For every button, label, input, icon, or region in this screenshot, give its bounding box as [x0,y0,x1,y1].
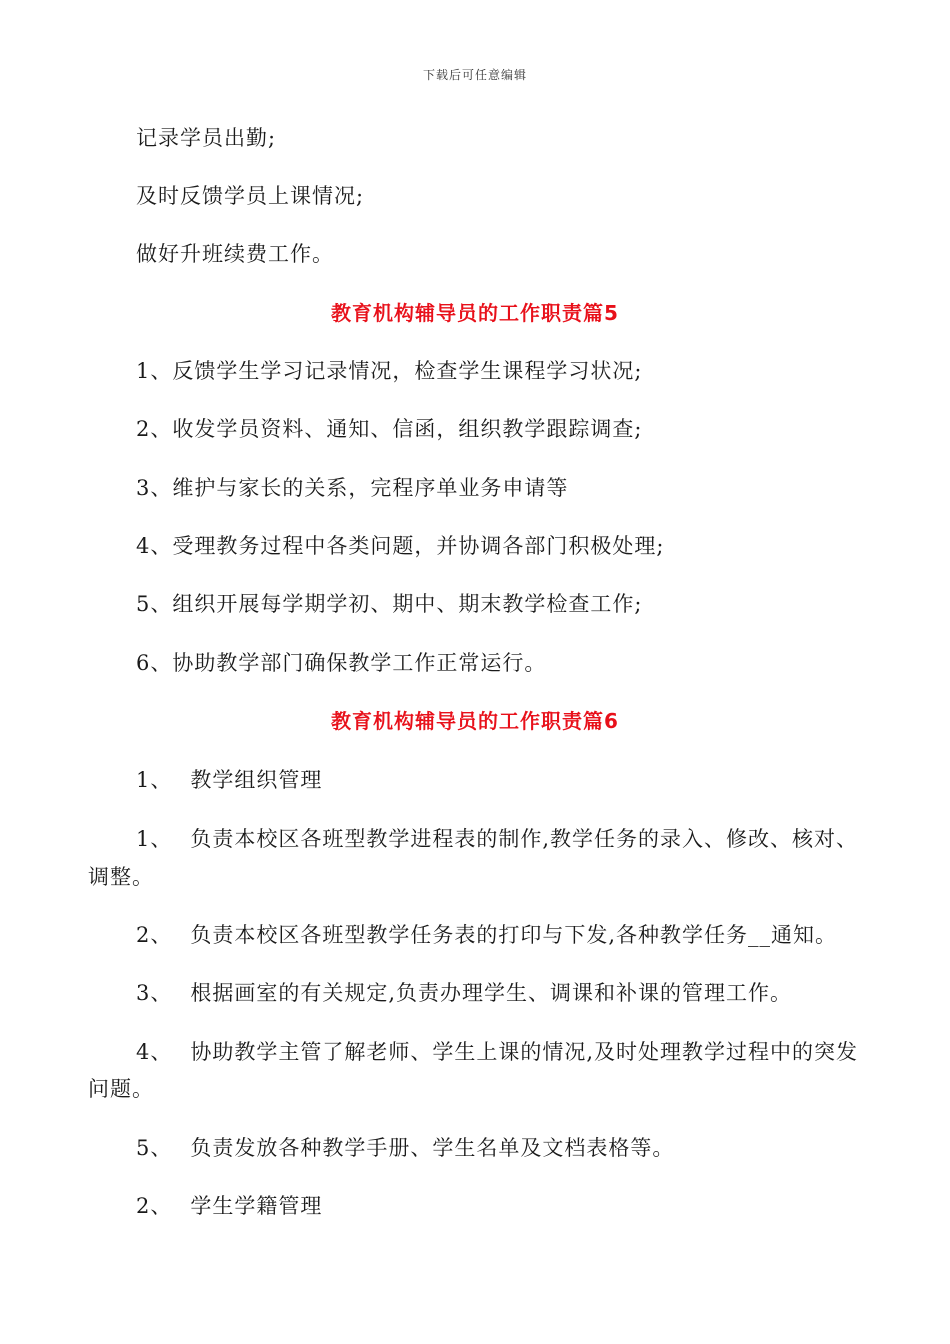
page-header-note: 下载后可任意编辑 [422,68,527,82]
section5-item-6: 6、协助教学部门确保教学工作正常运行。 [136,651,547,675]
subheading-number: 1、 [136,768,173,792]
section6-title: 教育机构辅导员的工作职责篇6 [331,709,619,733]
item-number: 5、 [136,1136,173,1160]
item-text: 负责发放各种教学手册、学生名单及文档表格等。 [190,1136,675,1160]
section6-item-4-continuation: 问题。 [88,1077,154,1101]
item-number: 2、 [136,923,173,947]
item-text: 负责本校区各班型教学进程表的制作,教学任务的录入、修改、核对、 [190,827,859,851]
section6-item-2 [136,922,837,948]
item-number: 3、 [136,981,173,1005]
intro-line-1: 记录学员出勤; [136,126,277,150]
section6-subheading-2 [136,1193,322,1219]
section6-item-1 [136,826,858,852]
section6-item-1-continuation: 调整。 [88,865,154,889]
section5-item-5: 5、组织开展每学期学初、期中、期末教学检查工作; [136,592,643,616]
section5-item-3: 3、维护与家长的关系，完程序单业务申请等 [136,476,569,500]
item-text: 根据画室的有关规定,负责办理学生、调课和补课的管理工作。 [190,981,793,1005]
section5-title: 教育机构辅导员的工作职责篇5 [331,301,619,325]
section5-item-4: 4、受理教务过程中各类问题，并协调各部门积极处理; [136,534,665,558]
intro-line-2: 及时反馈学员上课情况; [136,184,365,208]
intro-line-3: 做好升班续费工作。 [136,242,334,266]
subheading-text: 教学组织管理 [190,768,323,792]
section5-item-2: 2、收发学员资料、通知、信函，组织教学跟踪调查; [136,417,643,441]
item-text: 协助教学主管了解老师、学生上课的情况,及时处理教学过程中的突发 [190,1040,859,1064]
section6-item-3 [136,980,792,1006]
section6-item-5 [136,1135,674,1161]
subheading-text: 学生学籍管理 [190,1194,323,1218]
subheading-number: 2、 [136,1194,173,1218]
item-number: 1、 [136,827,173,851]
section6-subheading-1 [136,767,322,793]
item-text: 负责本校区各班型教学任务表的打印与下发,各种教学任务__通知。 [190,923,838,947]
section5-item-1: 1、反馈学生学习记录情况，检查学生课程学习状况; [136,359,643,383]
section6-item-4 [136,1039,858,1065]
item-number: 4、 [136,1040,173,1064]
